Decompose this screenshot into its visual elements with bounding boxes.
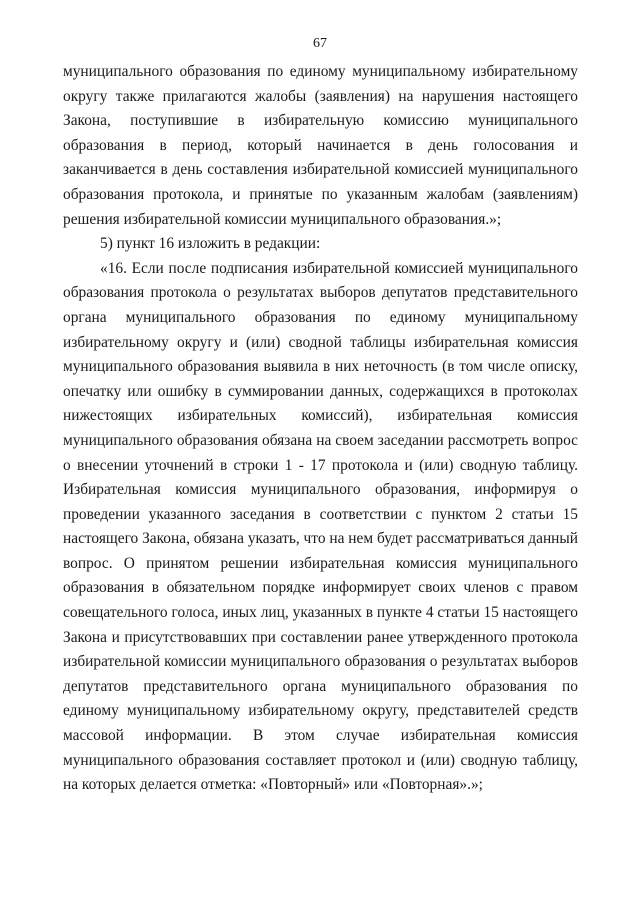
paragraph-continuation: муниципального образования по единому муниципальному избирательному округу также прилагаются жалобы (заявления) на нарушения настоящего Закона, поступившие в избирательную комиссию муниципального образования в период, который начинается в день голосования и заканчивается в день составления избирательной комиссией муниципального образования протокола, и принятые по указанным жалобам (заявлениям) решения избирательной комиссии муниципального образования.»; [63,63,578,228]
paragraph-clause-16: «16. Если после подписания избирательной комиссией муниципального образования протокола о результатах выборов депутатов представительного органа муниципального образования по единому муниципальному избирательному округу и (или) сводной таблицы избирательная комиссия муниципального образования выявила в них неточность (в том числе описку, опечатку или ошибку в суммировании данных, содержащихся в протоколах нижестоящих избирательных комиссий), избирательная комиссия муниципального образования обязана на своем заседании рассмотреть вопрос о внесении уточнений в строки 1 - 17 протокола и (или) сводную таблицу. Избирательная комиссия муниципального образования, информируя о проведении указанного заседания в соответствии с пунктом 2 статьи 15 настоящего Закона, обязана указать, что на нем будет рассматриваться данный вопрос. О принятом решении избирательная комиссия муниципального образования в обязательном порядке информирует своих членов с правом совещательного голоса, иных лиц, указанных в пункте 4 статьи 15 настоящего Закона и присутствовавших при составлении ранее утвержденного протокола избирательной комиссии муниципального образования о результатах выборов депутатов представительного органа муниципального образования по единому муниципальному избирательному округу, представителей средств массовой информации. В этом случае избирательная комиссия муниципального образования составляет протокол и (или) сводную таблицу, на которых делается отметка: «Повторный» или «Повторная».»; [63,259,578,794]
page-number: 67 [313,36,327,51]
document-body [63,60,578,798]
paragraph-item-5: 5) пункт 16 изложить в редакции: [100,235,321,253]
